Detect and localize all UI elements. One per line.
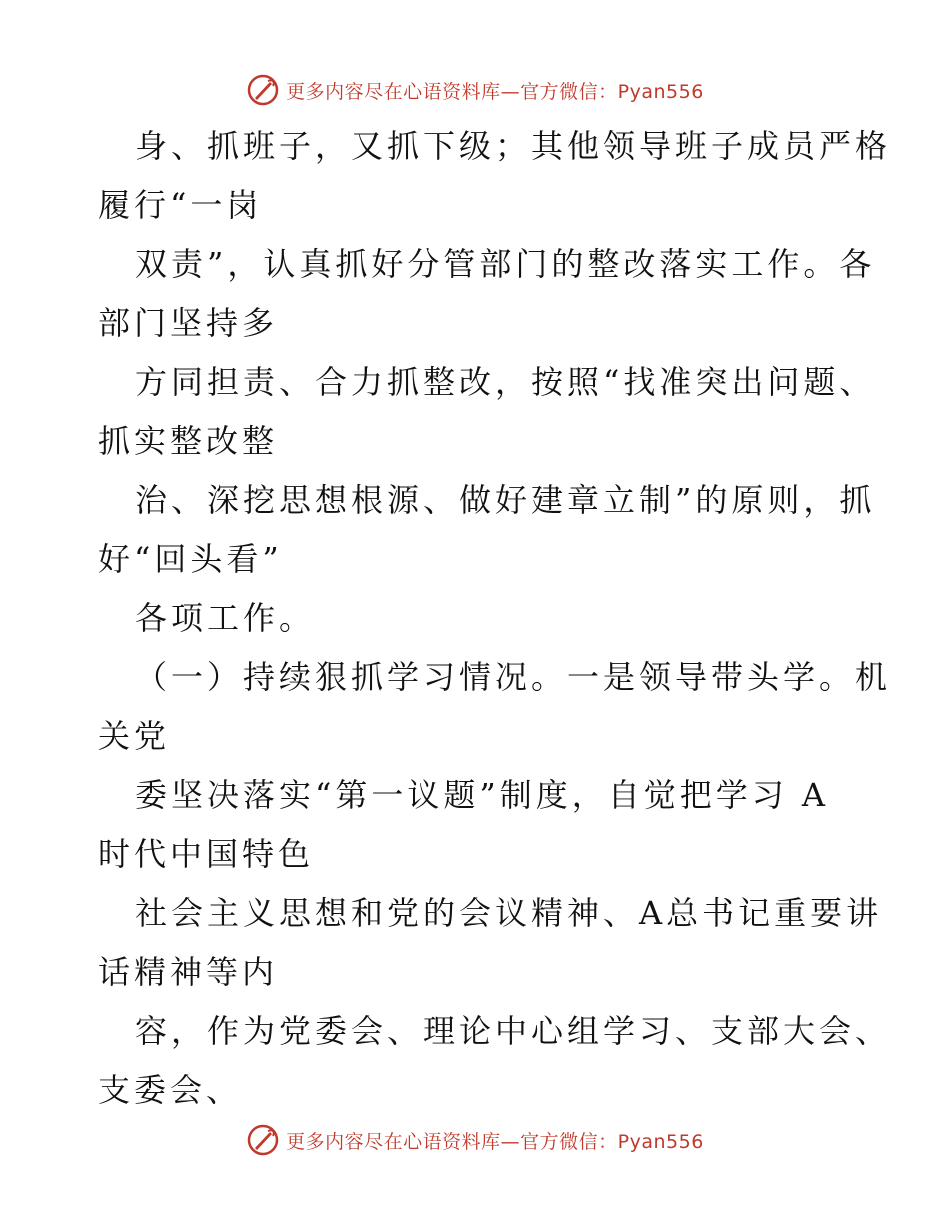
body-line: 治、深挖思想根源、做好建章立制”的原则，抓 xyxy=(135,481,876,519)
body-line: （一）持续狠抓学习情况。一是领导带头学。机 xyxy=(135,658,892,696)
body-line: 支委会、 xyxy=(98,1071,243,1109)
body-line: 双责”，认真抓好分管部门的整改落实工作。各 xyxy=(135,245,876,283)
body-line: 委坚决落实“第一议题”制度，自觉把学习 A xyxy=(135,776,830,814)
footer-banner xyxy=(0,1120,950,1160)
body-line: 容，作为党委会、理论中心组学习、支部大会、 xyxy=(135,1012,892,1050)
body-line: 好“回头看” xyxy=(98,540,283,578)
body-line: 各项工作。 xyxy=(135,599,316,637)
quill-logo-icon xyxy=(246,73,280,107)
body-line: 话精神等内 xyxy=(98,953,279,991)
body-line: 履行“一岗 xyxy=(98,186,263,224)
body-line: 方同担责、合力抓整改，按照“找准突出问题、 xyxy=(135,363,876,401)
body-line: 部门坚持多 xyxy=(98,304,279,342)
body-line: 身、抓班子，又抓下级；其他领导班子成员严格 xyxy=(135,127,892,165)
body-line: 时代中国特色 xyxy=(98,835,315,873)
body-line: 抓实整改整 xyxy=(98,422,279,460)
header-banner xyxy=(0,70,950,110)
body-line: 关党 xyxy=(98,717,171,755)
quill-logo-icon xyxy=(246,1123,280,1157)
header-banner-text: 更多内容尽在心语资料库—官方微信：Pyan556 xyxy=(286,80,704,103)
body-line: 社会主义思想和党的会议精神、A总书记重要讲 xyxy=(135,894,883,932)
footer-banner-text: 更多内容尽在心语资料库—官方微信：Pyan556 xyxy=(286,1130,704,1153)
